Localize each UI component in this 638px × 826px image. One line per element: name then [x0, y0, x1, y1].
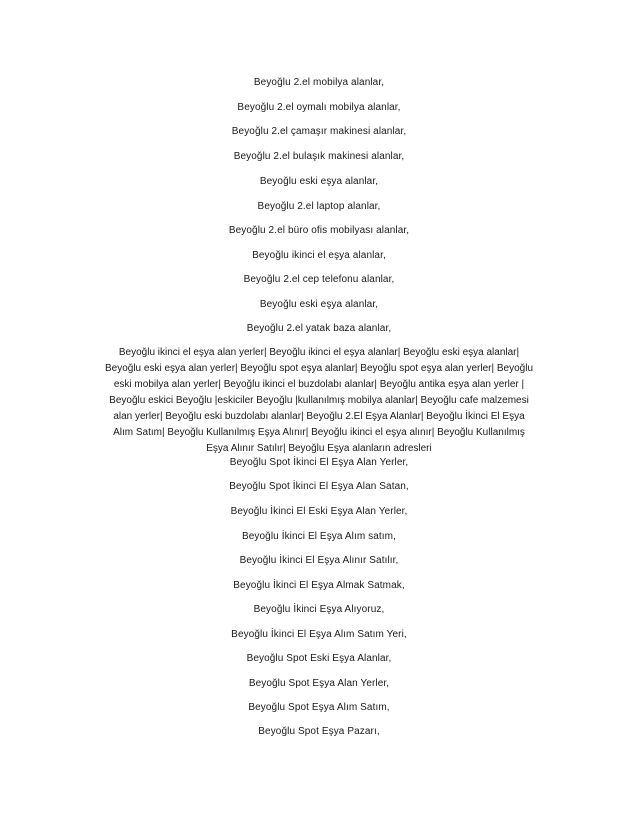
paragraph-line: Beyoğlu eski eşya alan yerler| Beyoğlu spot eşya alanlar| Beyoğlu spot eşya alan yerler| Beyoğlu [104, 363, 534, 374]
list-item: Beyoğlu ikinci el eşya alanlar, [252, 250, 386, 261]
keyword-paragraph [84, 345, 554, 457]
list-item: Beyoğlu 2.el mobilya alanlar, [253, 77, 385, 88]
list-item: Beyoğlu İkinci El Eşya Alınır Satılır, [239, 555, 399, 566]
list-item: Beyoğlu İkinci El Eşya Almak Satmak, [233, 580, 405, 591]
paragraph-line: Eşya Alınır Satılır| Beyoğlu Eşya alanların adresleri [206, 443, 432, 454]
paragraph-line: Beyoğlu ikinci el eşya alan yerler| Beyoğlu ikinci el eşya alanlar| Beyoğlu eski eşya alanlar| [118, 347, 520, 358]
list-item: Beyoğlu eski eşya alanlar, [259, 176, 379, 187]
list-item: Beyoğlu İkinci El Eşya Alım Satım Yeri, [231, 629, 407, 640]
paragraph-line: alan yerler| Beyoğlu eski buzdolabı alanlar| Beyoğlu 2.El Eşya Alanlar| Beyoğlu İkinci El Eşya [113, 411, 525, 422]
paragraph-line: Beyoğlu eskici Beyoğlu |eskiciler Beyoğlu |kullanılmış mobilya alanlar| Beyoğlu cafe malzemesi [109, 395, 529, 406]
paragraph-line: eski mobilya alan yerler| Beyoğlu ikinci el buzdolabı alanlar| Beyoğlu antika eşya alan yerler | [113, 379, 525, 390]
list-item: Beyoğlu Spot Eski Eşya Alanlar, [246, 653, 392, 664]
list-item: Beyoğlu 2.el bulaşık makinesi alanlar, [233, 151, 405, 162]
list-item: Beyoğlu 2.el yatak baza alanlar, [246, 323, 392, 334]
list-item: Beyoğlu 2.el laptop alanlar, [257, 201, 381, 212]
list-item: Beyoğlu 2.el cep telefonu alanlar, [243, 274, 395, 285]
list-item: Beyoğlu İkinci Eşya Alıyoruz, [253, 604, 385, 615]
list-item: Beyoğlu Spot Eşya Alan Yerler, [248, 678, 390, 689]
list-item: Beyoğlu Spot Eşya Alım Satım, [248, 702, 390, 713]
list-item: Beyoğlu 2.el büro ofis mobilyası alanlar, [228, 225, 410, 236]
list-item: Beyoğlu İkinci El Eşya Alım satım, [241, 531, 396, 542]
list-item: Beyoğlu 2.el oymalı mobilya alanlar, [237, 102, 401, 113]
list-item: Beyoğlu İkinci El Eski Eşya Alan Yerler, [230, 506, 408, 517]
list-item: Beyoğlu Spot Eşya Pazarı, [258, 726, 380, 737]
list-item: Beyoğlu 2.el çamaşır makinesi alanlar, [231, 126, 407, 137]
paragraph-line: Alım Satım| Beyoğlu Kullanılmış Eşya Alınır| Beyoğlu ikinci el eşya alınır| Beyoğlu Kullanılmış [113, 427, 525, 438]
list-item: Beyoğlu Spot İkinci El Eşya Alan Yerler, [229, 457, 409, 468]
list-item: Beyoğlu eski eşya alanlar, [259, 299, 379, 310]
list-item: Beyoğlu Spot İkinci El Eşya Alan Satan, [229, 481, 409, 492]
